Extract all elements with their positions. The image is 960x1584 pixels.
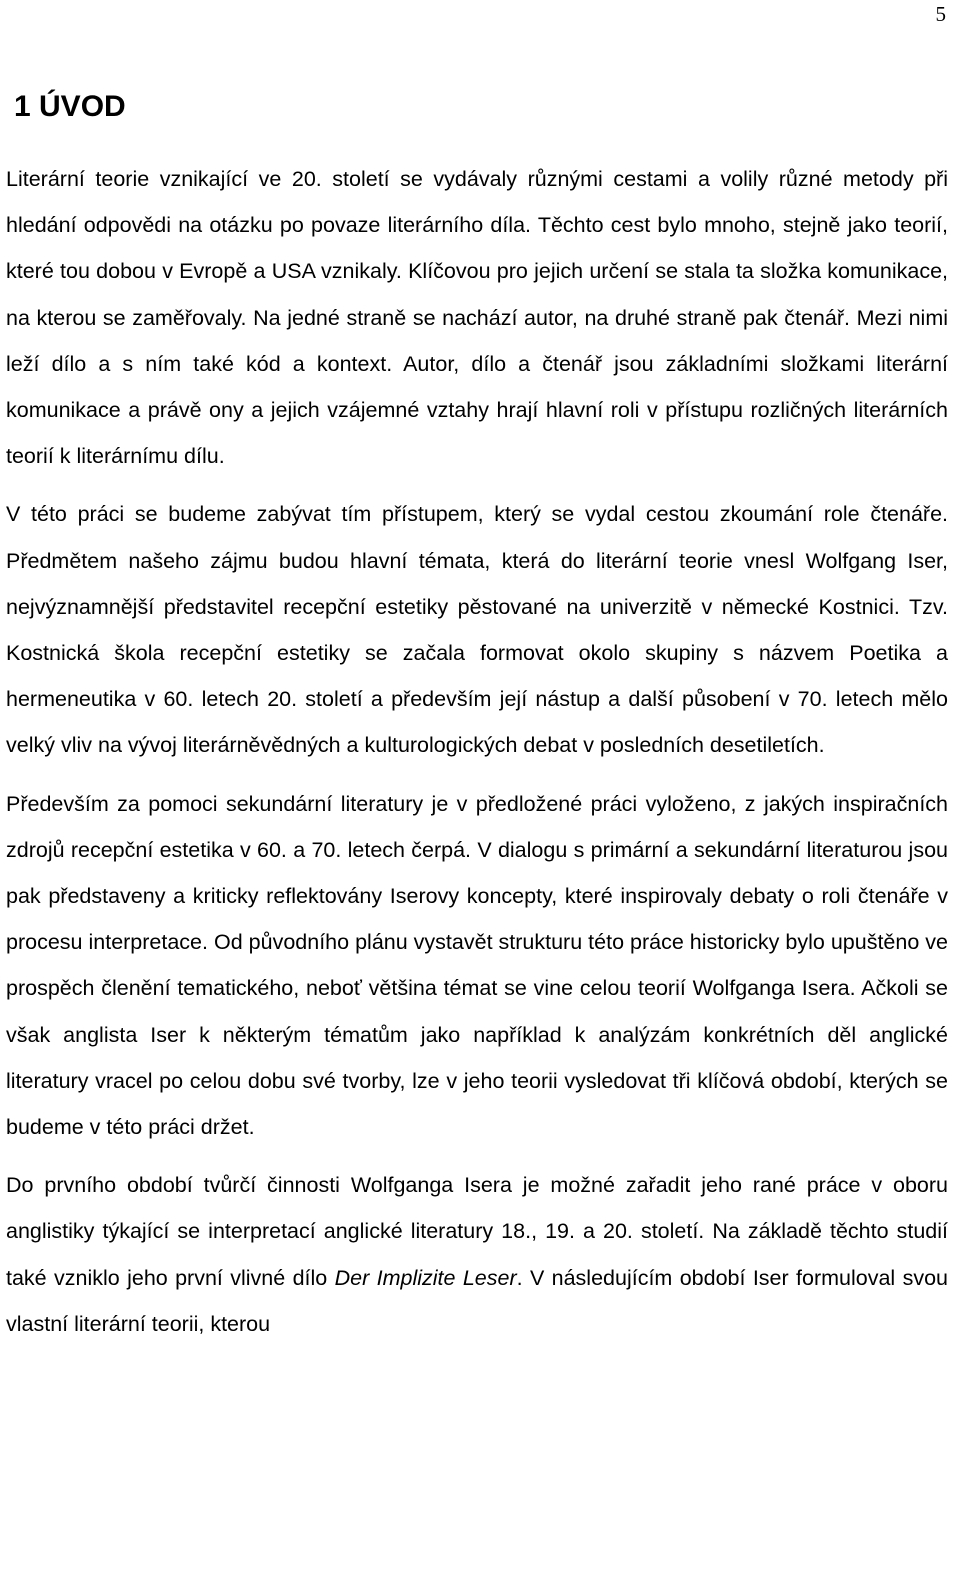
chapter-heading: 1 ÚVOD <box>14 90 126 123</box>
paragraph-2: V této práci se budeme zabývat tím přístupem, který se vydal cestou zkoumání role čtenáře. Předmětem našeho zájmu budou hlavní témata, která do literární teorie vnesl Wolfgang Iser, nejvýznamnější představitel recepční estetiky pěstované na univerzitě v německé Kostnici. Tzv. Kostnická škola recepční estetiky se začala formovat okolo skupiny s názvem Poetika a hermeneutika v 60. letech 20. století a především její nástup a další působení v 70. letech mělo velký vliv na vývoj literárněvědných a kulturologických debat v posledních desetiletích. <box>6 502 948 758</box>
page-number: 5 <box>935 2 946 26</box>
book-title: Der Implizite Leser <box>334 1265 517 1290</box>
paragraph-4-text-after: . V následujícím období Iser formuloval svou vlastní literární teorii, kterou <box>6 1265 948 1336</box>
body-text <box>6 156 948 1359</box>
paragraph-3: Především za pomoci sekundární literatury je v předložené práci vyloženo, z jakých inspiračních zdrojů recepční estetika v 60. a 70. letech čerpá. V dialogu s primární a sekundární literaturou jsou pak představeny a kriticky reflektovány Iserovy koncepty, které inspirovaly debaty o roli čtenáře v procesu interpretace. Od původního plánu vystavět strukturu této práce historicky bylo upuštěno ve prospěch členění tematického, neboť většina témat se vine celou teorií Wolfganga Isera. Ačkoli se však anglista Iser k některým tématům jako například k analýzám konkrétních děl anglické literatury vracel po celou dobu své tvorby, lze v jeho teorii vysledovat tři klíčová období, kterých se budeme v této práci držet. <box>6 791 948 1140</box>
paragraph-4 <box>6 1162 948 1347</box>
paragraph-4-text-before: Do prvního období tvůrčí činnosti Wolfganga Isera je možné zařadit jeho rané práce v oboru anglistiky týkající se interpretací anglické literatury 18., 19. a 20. století. Na základě těchto studií také vzniklo jeho první vlivné dílo <box>6 1173 948 1290</box>
paragraph-1: Literární teorie vznikající ve 20. století se vydávaly různými cestami a volily různé metody při hledání odpovědi na otázku po povaze literárního díla. Těchto cest bylo mnoho, stejně jako teorií, které tou dobou v Evropě a USA vznikaly. Klíčovou pro jejich určení se stala ta složka komunikace, na kterou se zaměřovaly. Na jedné straně se nachází autor, na druhé straně pak čtenář. Mezi nimi leží dílo a s ním také kód a kontext. Autor, dílo a čtenář jsou základními složkami literární komunikace a právě ony a jejich vzájemné vztahy hrají hlavní roli v přístupu rozličných literárních teorií k literárnímu dílu. <box>6 167 948 469</box>
